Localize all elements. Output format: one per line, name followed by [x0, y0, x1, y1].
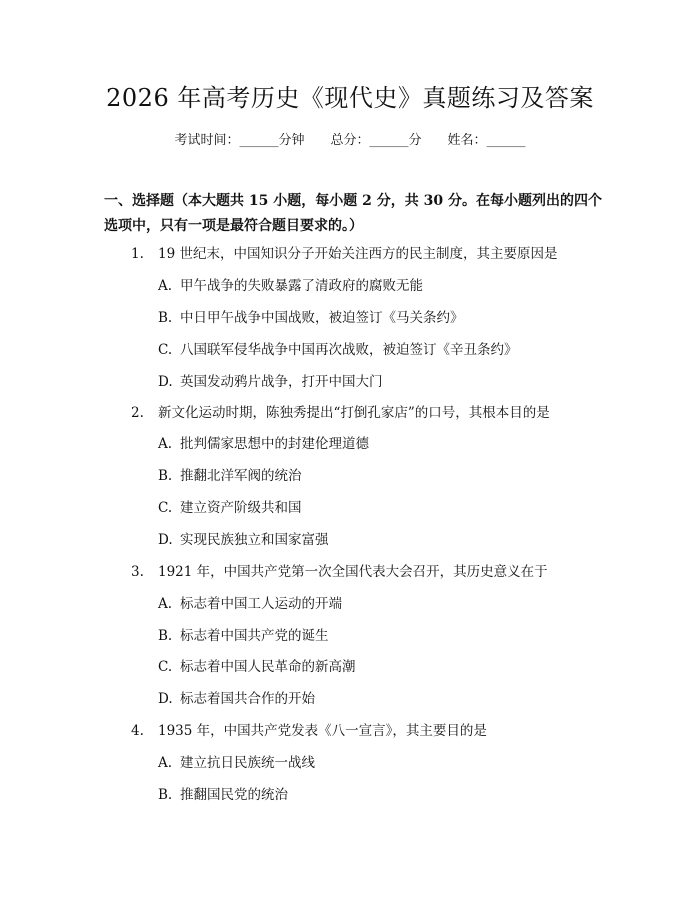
option-text: 八国联军侵华战争中国再次战败，被迫签订《辛丑条约》	[180, 342, 518, 358]
option-text: 标志着中国共产党的诞生	[180, 628, 329, 644]
option-text: 实现民族独立和国家富强	[180, 532, 329, 548]
option-text: 标志着国共合作的开始	[180, 691, 315, 707]
option-label: B.	[158, 628, 173, 644]
option-text: 英国发动鸦片战争，打开中国大门	[180, 374, 383, 390]
option-label: B.	[158, 468, 173, 484]
option-text: 甲午战争的失败暴露了清政府的腐败无能	[180, 278, 423, 294]
option-text: 标志着中国工人运动的开端	[180, 596, 342, 612]
option-label: B.	[158, 787, 173, 803]
question-number: 1.	[131, 246, 144, 262]
option-label: C.	[158, 500, 173, 516]
section-heading: 一、选择题（本大题共 15 小题，每小题 2 分，共 30 分。在每小题列出的四个选项中，只有一项是最符合题目要求的。）	[104, 193, 602, 234]
question-text: 19 世纪末，中国知识分子开始关注西方的民主制度，其主要原因是	[158, 246, 558, 262]
option-text: 批判儒家思想中的封建伦理道德	[180, 436, 369, 452]
option-text: 建立抗日民族统一战线	[180, 755, 315, 771]
option-label: D.	[158, 691, 173, 707]
option-text: 中日甲午战争中国战败，被迫签订《马关条约》	[180, 310, 464, 326]
option-text: 建立资产阶级共和国	[180, 500, 302, 516]
option-label: D.	[158, 374, 173, 390]
question-number: 3.	[131, 564, 144, 580]
exam-time-field: 考试时间：______分钟	[174, 133, 305, 148]
option-text: 标志着中国人民革命的新高潮	[180, 659, 356, 675]
total-score-field: 总分：______分	[330, 133, 422, 148]
student-name-field: 姓名：______	[447, 133, 526, 148]
option-label: D.	[158, 532, 173, 548]
question-text: 1921 年，中国共产党第一次全国代表大会召开，其历史意义在于	[158, 564, 548, 580]
question-text: 新文化运动时期，陈独秀提出“打倒孔家店”的口号，其根本目的是	[158, 405, 550, 421]
option-label: A.	[158, 596, 173, 612]
option-label: B.	[158, 310, 173, 326]
question-text: 1935 年，中国共产党发表《八一宣言》，其主要目的是	[158, 723, 487, 739]
question-number: 2.	[131, 405, 144, 421]
option-label: C.	[158, 659, 173, 675]
option-label: A.	[158, 755, 173, 771]
option-label: A.	[158, 436, 173, 452]
option-label: C.	[158, 342, 173, 358]
option-text: 推翻国民党的统治	[180, 787, 288, 803]
option-label: A.	[158, 278, 173, 294]
option-text: 推翻北洋军阀的统治	[180, 468, 302, 484]
page-title: 2026 年高考历史《现代史》真题练习及答案	[106, 84, 594, 112]
exam-meta	[0, 131, 700, 151]
question-number: 4.	[131, 723, 144, 739]
